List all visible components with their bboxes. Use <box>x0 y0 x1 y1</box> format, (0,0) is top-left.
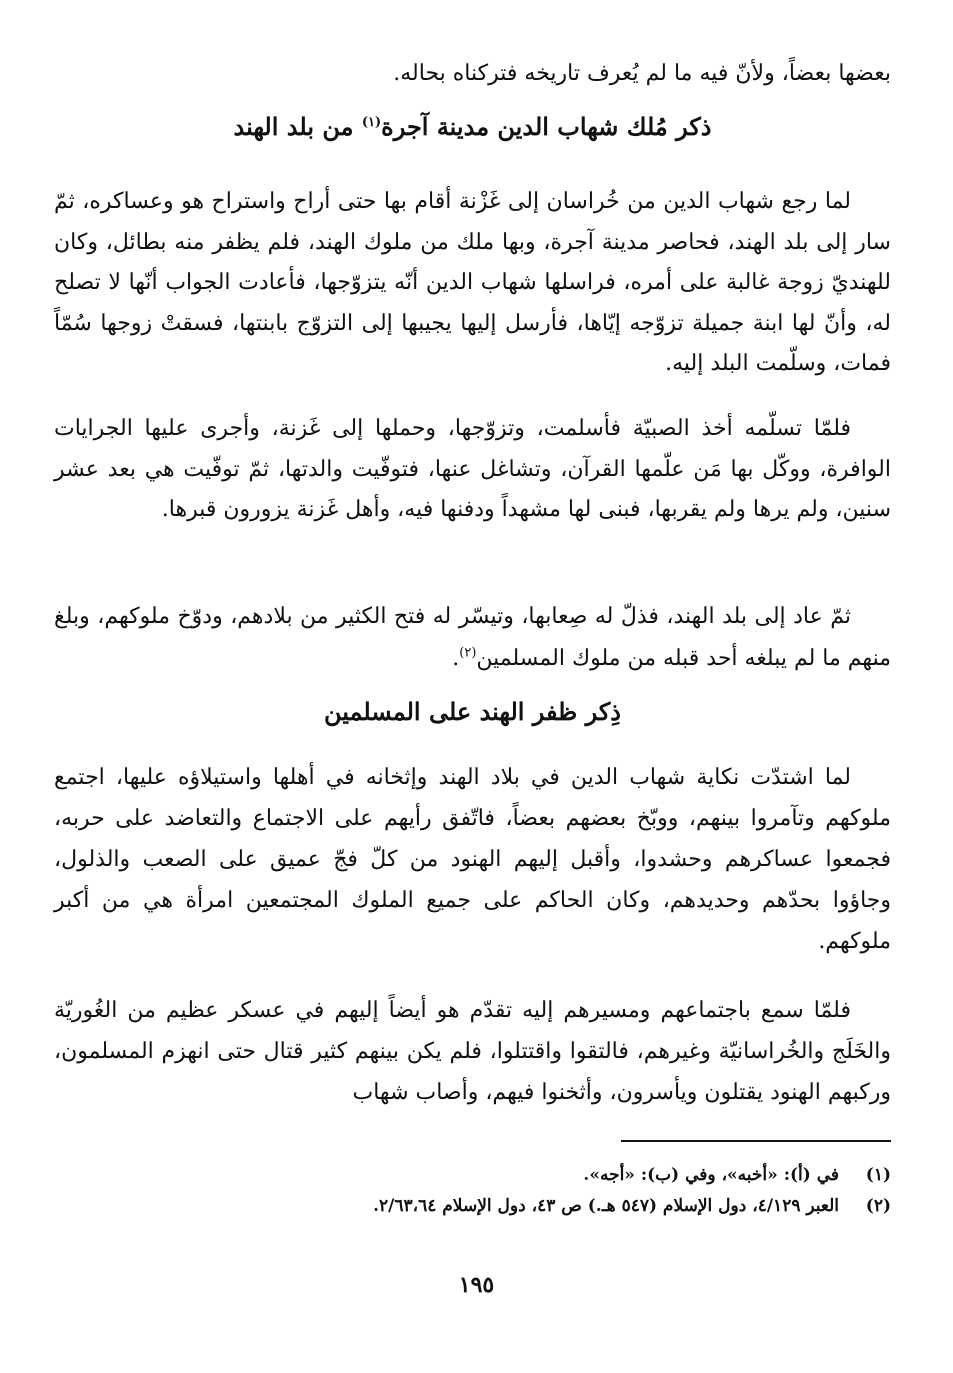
footnote-1 <box>54 1160 891 1191</box>
paragraph-ajra-3 <box>54 596 891 680</box>
paragraph-ajra-3-end: . <box>452 646 460 671</box>
continuation-text: بعضها بعضاً، ولأنّ فيه ما لم يُعرف تاريخه فتركناه بحاله. <box>393 61 891 86</box>
paragraph-ajra-1: لما رجع شهاب الدين من خُراسان إلى غَزْنة أقام بها حتى أراح واستراح هو وعساكره، ثمّ سار إلى بلد الهند، فحاصر مدينة آجرة، وبها ملك من ملوك الهند، فلم يظفر منه بطائل، وكان للهنديّ زوجة غالبة على أمره، فراسلها شهاب الدين أنّه يتزوّجها، فأعادت الجواب أنّها لا تصلح له، وأنّ لها ابنة جميلة تزوّجه إيّاها، فأرسل إليها يجيبها إلى التزوّج بابنتها، فسقتْ زوجها سُمّاً فمات، وسلّمت البلد إليه. <box>54 189 891 376</box>
section-heading-defeat: ذِكر ظفر الهند على المسلمين <box>323 697 621 726</box>
paragraph-ajra-2: فلمّا تسلّمه أخذ الصبيّة فأسلمت، وتزوّجها، وحملها إلى غَزنة، وأجرى عليها الجرايات الوافرة، ووكّل بها مَن علّمها القرآن، وتشاغل عنها، فتوفّيت والدتها، ثمّ توفّيت هي بعد عشر سنين، ولم يرها ولم يقربها، فبنى لها مشهداً ودفنها فيه، وأهل غَزنة يزورون قبرها. <box>54 416 891 522</box>
page-number: ١٩٥ <box>458 1272 495 1298</box>
footnote-1-text: في (أ): «أخبه»، وفي (ب): «أجه». <box>583 1165 839 1185</box>
footnote-ref-1[interactable]: (١) <box>361 115 382 130</box>
footnote-1-number: (١) <box>865 1165 891 1185</box>
footnote-2-number: (٢) <box>865 1196 891 1216</box>
footnote-2-text: العبر ٤/١٢٩، دول الإسلام (٥٤٧ هـ.) ص ٤٣، دول الإسلام ٢/٦٣،٦٤. <box>373 1196 839 1216</box>
paragraph-defeat-2: فلمّا سمع باجتماعهم ومسيرهم إليه تقدّم هو أيضاً إليهم في عسكر عظيم من الغُوريّة والخَلَج والخُراسانيّة وغيرهم، فالتقوا واقتتلوا، فلم يكن بينهم كثير قتال حتى انهزم المسلمون، وركبهم الهنود يقتلون ويأسرون، وأثخنوا فيهم، وأصاب شهاب <box>54 998 891 1105</box>
footnote-divider <box>621 1140 891 1142</box>
section-heading-ajra <box>54 112 891 141</box>
paragraph-ajra-3-text: ثمّ عاد إلى بلد الهند، فذلّ له صِعابها، وتيسّر له فتح الكثير من بلادهم، ودوّخ ملوكهم، وبلغ منهم ما لم يبلغه أحد قبله من ملوك المسلمين <box>54 604 891 671</box>
footnotes <box>54 1160 891 1222</box>
footnote-2 <box>54 1191 891 1222</box>
section-heading-ajra-title: ذكر مُلك شهاب الدين مدينة آجرة <box>381 112 712 141</box>
footnote-ref-2[interactable]: (٢) <box>459 645 477 661</box>
section-heading-ajra-suffix: من بلد الهند <box>233 112 354 141</box>
paragraph-defeat-1: لما اشتدّت نكاية شهاب الدين في بلاد الهند وإثخانه في أهلها واستيلاؤه عليها، اجتمع ملوكهم وتآمروا بينهم، ووبّخ بعضهم بعضاً، فاتّفق رأيهم على الاجتماع والتعاضد على حربه، فجمعوا عساكرهم وحشدوا، وأقبل إليهم الهنود من كلّ فجّ عميق على الصعب والذلول، وجاؤوا بحدّهم وحديدهم، وكان الحاكم على جميع الملوك المجتمعين امرأة هي من أكبر ملوكهم. <box>54 765 891 954</box>
